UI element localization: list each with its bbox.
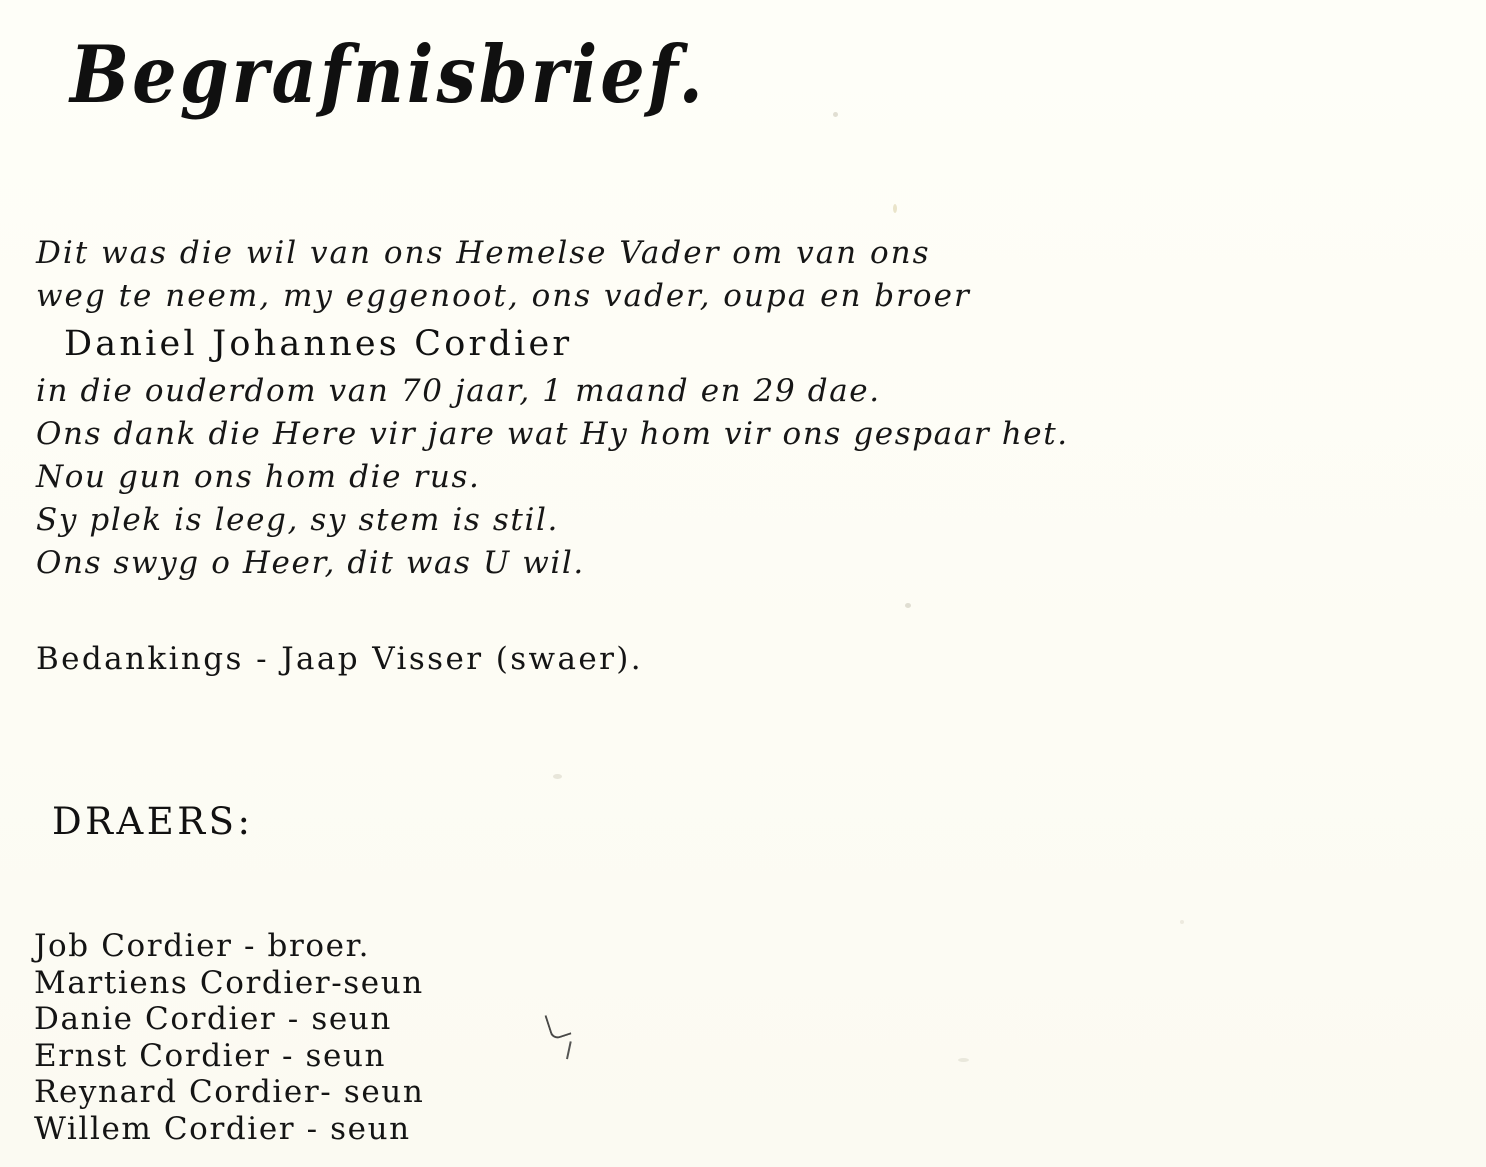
letter-body [36,232,1466,677]
bearers-heading: DRAERS: [52,800,254,843]
body-line: Sy plek is leeg, sy stem is stil. [36,502,559,538]
body-line: Dit was die wil van ons Hemelse Vader om van ons [36,235,931,271]
list-item: Willem Cordier - seun [34,1110,411,1147]
body-line: Ons swyg o Heer, dit was U wil. [36,545,585,581]
paper-speck [893,204,897,213]
paper-speck [833,112,838,117]
body-line: weg te neem, my eggenoot, ons vader, oupa en broer [36,278,971,314]
paper-speck [553,774,562,779]
list-item: Reynard Cordier- seun [34,1074,425,1110]
paper-speck [1180,920,1184,924]
body-line: in die ouderdom van 70 jaar, 1 maand en 29 dae. [36,373,881,409]
body-line: Nou gun ons hom die rus. [36,459,481,495]
page-title: Begrafnisbrief. [70,28,706,121]
deceased-name: Daniel Johannes Cordier [64,324,573,364]
list-item: Martiens Cordier-seun [34,964,424,1001]
thanks-line: Bedankings - Jaap Visser (swaer). [36,641,644,677]
bearers-list [34,928,1034,1147]
list-item: Job Cordier - broer. [34,928,371,964]
body-line: Ons dank die Here vir jare wat Hy hom vir ons gespaar het. [36,416,1069,452]
list-item: Danie Cordier - seun [34,1001,392,1037]
list-item: Ernst Cordier - seun [34,1037,387,1074]
